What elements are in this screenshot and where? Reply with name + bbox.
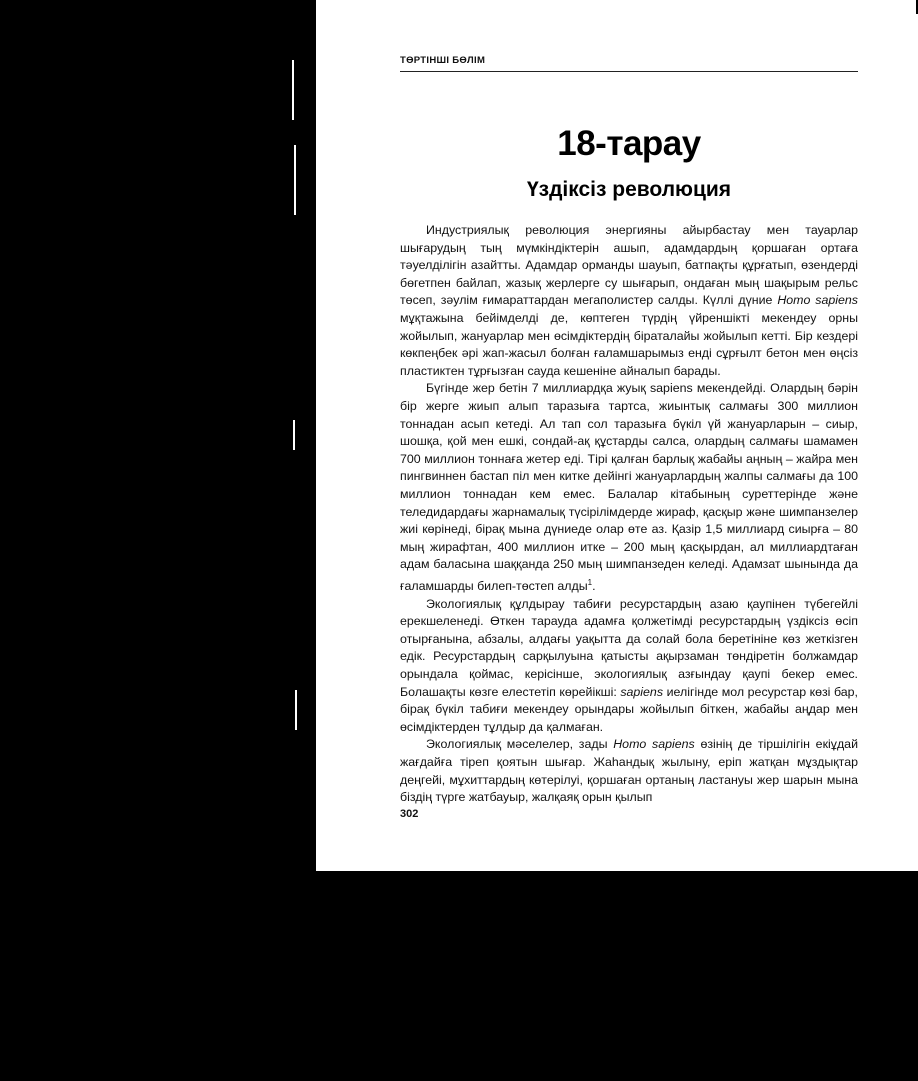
paragraph-text: Бүгінде жер бетін 7 миллиардқа жуық sapiens мекендейді. Олардың бәрін бір жерге жиып алып таразыға тартса, жиынтық салмағы 300 миллион тоннадан асып кетеді. Ал тап сол таразыға бүкіл үй жануарларын – сиыр, шошқа, қой мен ешкі, сондай-ақ құстарды салса, олардың салмағы шамамен 700 миллион тоннаға жетер еді. Тірі қалған барлық жабайы аңның – жайра мен пингвиннен бастап піл мен китке дейінгі жануарлардың жалпы салмағы да 100 миллион тоннадан кем емес. Балалар кітабының суреттерінде және теледидардағы жарнамалық түсірілімдерде жираф, қасқыр және шимпанзелер жиі көрінеді, бірақ мына дүниеде олар өте аз. Қазір 1,5 миллиард сиырға – 80 мың жирафтан, 400 миллион итке – 200 мың қасқырдан, ал миллиардтаған адам баласына шаққанда 250 мың шимпанзеден келеді. Адамзат шынында да ғаламшарды билеп-төстеп алды <box>400 381 858 593</box>
spine-mark <box>295 690 297 730</box>
chapter-title: Үздіксіз революция <box>526 178 732 201</box>
paragraph-text: өзінің де тіршілігін екіұдай жағдайға тіреп қоятын шығар. Жаһандық жылыну, еріп жатқан мұздықтар деңгейі, мұхиттардың көтерілуі, қоршаған ортаның ластануы жер шарын мына біздің түрге жатбауыр, жалқаяқ орын қылып <box>400 737 858 805</box>
paragraph <box>400 380 858 595</box>
chapter-number: 18-тарау <box>557 124 701 163</box>
header-rule <box>400 71 858 72</box>
species-name: sapiens <box>620 684 664 699</box>
paragraph-text: иелігінде мол ресурстар көзі бар, бірақ бүкіл табиғи мекендеу орындары жойылып біткен, жабайы аңдар мен өсімдіктерден тұлдыр да қалмаған. <box>400 684 858 734</box>
paragraph <box>400 736 858 806</box>
footnote-marker: 1 <box>587 577 593 587</box>
body-text <box>400 222 858 807</box>
paragraph-text: мұқтажына бейімделді де, көптеген түрдің үйреншікті мекендеу орны жойылып, жануарлар мен өсімдіктердің біраталайы жойылып кетті. Бір кездері көкпеңбек әрі жап-жасыл болған ғаламшарымыз енді сұрғылт бетон мен өңсіз пластиктен тұрғызған сауда кешеніне айналып барады. <box>400 310 858 378</box>
species-name: Homo sapiens <box>613 737 695 752</box>
paragraph-text: . <box>592 579 596 593</box>
spine-mark <box>293 420 295 450</box>
paragraph <box>400 222 858 380</box>
spine-mark <box>294 145 296 215</box>
paragraph-text: Экологиялық құлдырау табиғи ресурстардың азаю қаупінен түбегейлі ерекшеленеді. Өткен тарауда адамға қолжетімді ресурстардың үздіксіз өсіп отырғанына, абзалы, алдағы уақытта да солай бола беретініне көз жеткізген едік. Ресурстардың сарқылуына қатысты ақырзаман төндіретін болжамдар орындала қоймас, керісінше, экологиялық азғындау қаупі бекер емес. Болашақты көзге елестетіп көрейікші: <box>400 596 858 699</box>
page-number: 302 <box>400 808 419 820</box>
paragraph-text: Экологиялық мәселелер, зады <box>426 737 614 752</box>
spine-mark <box>292 60 294 120</box>
species-name: Homo sapiens <box>777 293 858 308</box>
paragraph-text: Индустриялық революция энергияны айырбастау мен тауарлар шығарудың тың мүмкіндіктерін ашып, адамдардың қоршаған ортаға тәуелділігін азайтты. Адамдар орманды шауып, батпақты құрғатып, өзендерді бөгетпен байлап, жазық жерлерге су шығарып, ондаған мың шақырым рельс төсеп, зәулім ғимараттардан мегаполистер салды. Күллі дүние <box>400 223 858 308</box>
running-header: ТӨРТІНШІ БӨЛІМ <box>400 55 486 66</box>
paragraph <box>400 596 858 737</box>
